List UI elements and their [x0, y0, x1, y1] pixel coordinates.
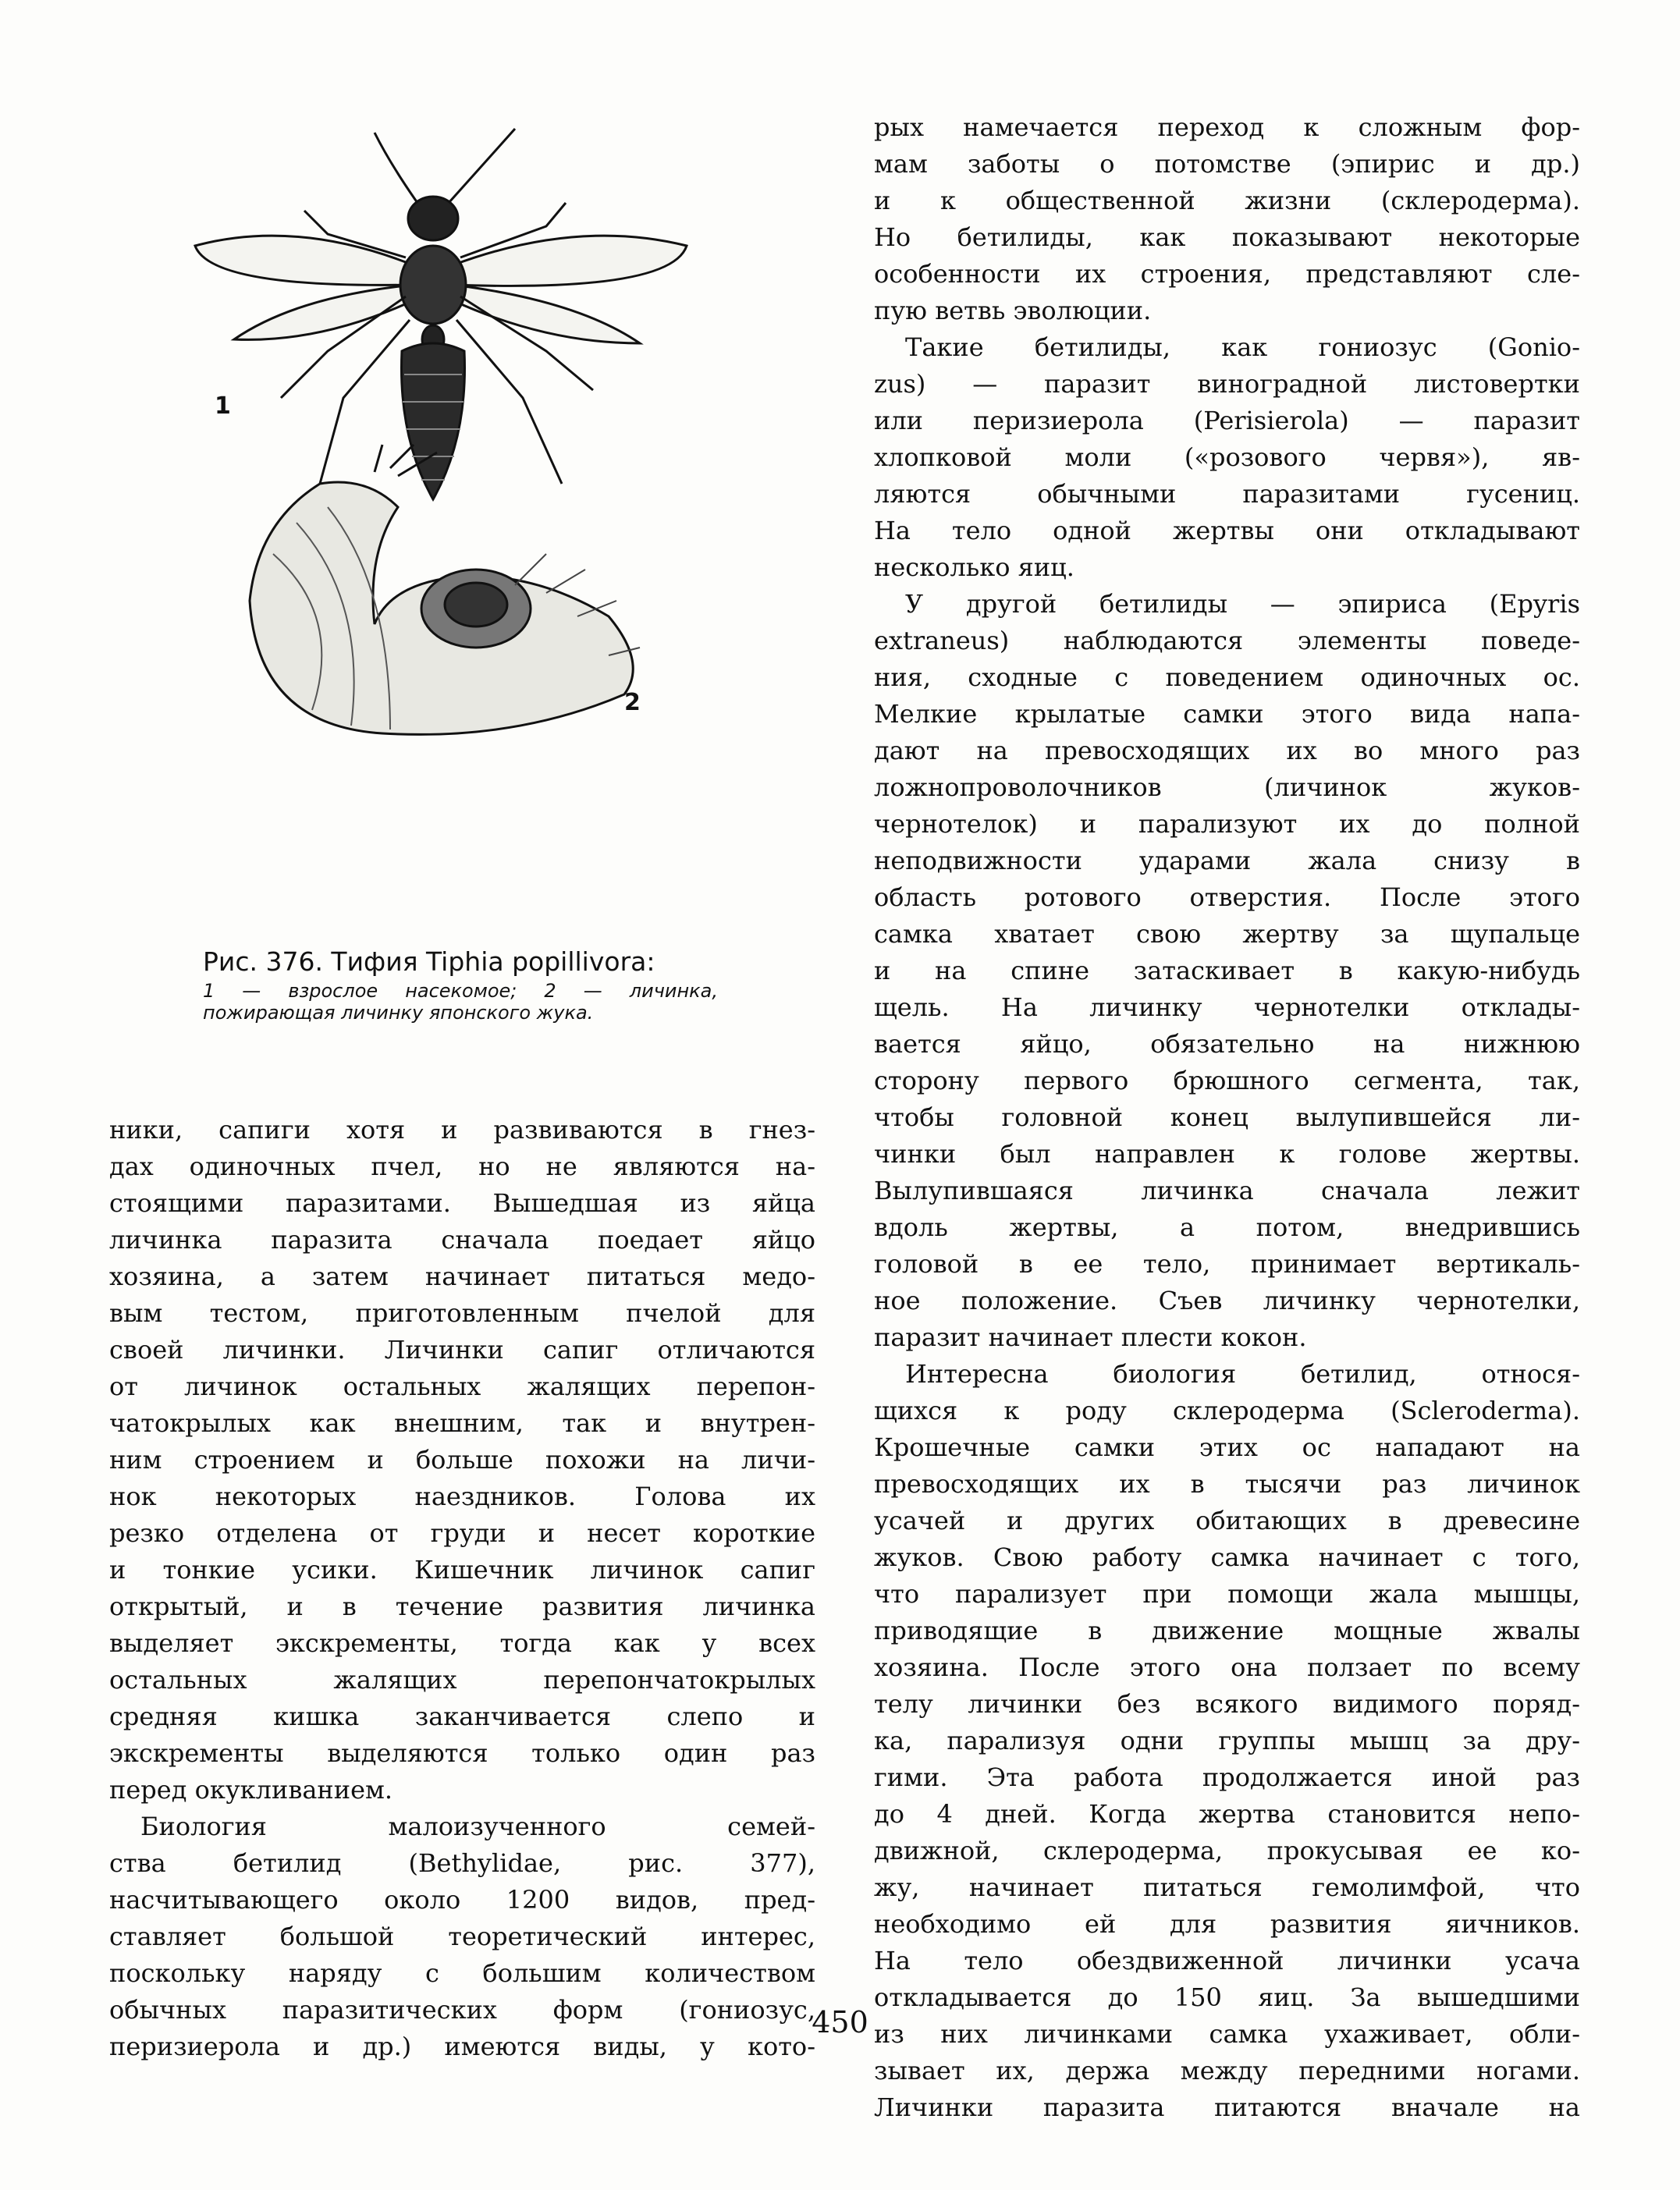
text-line: и к общественной жизни (склеродерма).: [874, 186, 1580, 215]
text-line: Личинки паразита питаются вначале на: [874, 2092, 1580, 2122]
figure-caption: [203, 944, 718, 1024]
text-line: область ротового отверстия. После этого: [874, 882, 1580, 912]
text-line: ка, парализуя одни группы мышц за дру-: [874, 1726, 1580, 1755]
caption-line: пожирающая личинку японского жука.: [203, 1002, 594, 1024]
text-line: ния, сходные с поведением одиночных ос.: [874, 662, 1580, 692]
text-line: рых намечается переход к сложным фор-: [874, 112, 1580, 142]
figure-label-1: 1: [215, 392, 231, 420]
text-line: вается яйцо, обязательно на нижнюю: [874, 1029, 1580, 1059]
text-line: чтобы головной конец вылупившейся ли-: [874, 1102, 1580, 1132]
text-line: У другой бетилиды — эпириса (Epyris: [905, 589, 1580, 619]
text-line: движной, склеродерма, прокусывая ее ко-: [874, 1836, 1580, 1865]
text-line: ним строением и больше похожи на личи-: [109, 1445, 815, 1475]
text-line: поскольку наряду с большим количеством: [109, 1958, 815, 1988]
text-line: щихся к роду склеродерма (Scleroderma).: [874, 1396, 1580, 1425]
text-line: до 4 дней. Когда жертва становится непо-: [874, 1799, 1580, 1829]
text-line: неподвижности ударами жала снизу в: [874, 846, 1580, 875]
text-line: своей личинки. Личинки сапиг отличаются: [109, 1335, 815, 1365]
text-line: личинка паразита сначала поедает яйцо: [109, 1225, 815, 1255]
text-line: остальных жалящих перепончатокрылых: [109, 1665, 815, 1695]
figure-label-2: 2: [624, 689, 641, 716]
right-column: [874, 109, 1580, 2126]
text-line: хозяина. После этого она ползает по всему: [874, 1652, 1580, 1682]
text-line: стоящими паразитами. Вышедшая из яйца: [109, 1188, 815, 1218]
text-line: жу, начинает питаться гемолимфой, что: [874, 1872, 1580, 1902]
text-line: приводящие в движение мощные жвалы: [874, 1616, 1580, 1645]
text-line: чернотелок) и парализуют их до полной: [874, 809, 1580, 839]
text-line: зывает их, держа между передними ногами.: [874, 2056, 1580, 2085]
caption-line: 1 — взрослое насекомое; 2 — личинка,: [203, 980, 718, 1002]
text-line: что парализует при помощи жала мышцы,: [874, 1579, 1580, 1609]
text-line: пую ветвь эволюции.: [874, 296, 1152, 325]
text-line: хлопковой моли («розового червя»), яв-: [874, 442, 1580, 472]
text-line: вым тестом, приготовленным пчелой для: [109, 1298, 815, 1328]
text-line: обычных паразитических форм (гониозус,: [109, 1995, 815, 2025]
text-line: чинки был направлен к голове жертвы.: [874, 1139, 1580, 1169]
text-line: Такие бетилиды, как гониозус (Gonio-: [905, 332, 1580, 362]
text-line: Биология малоизученного семей-: [140, 1812, 815, 1841]
text-line: несколько яиц.: [874, 552, 1074, 582]
text-line: открытый, и в течение развития личинка: [109, 1592, 815, 1621]
text-line: дах одиночных пчел, но не являются на-: [109, 1152, 815, 1181]
text-line: чатокрылых как внешним, так и внутрен-: [109, 1408, 815, 1438]
left-column: [109, 1112, 815, 2065]
text-line: и тонкие усики. Кишечник личинок сапиг: [109, 1555, 815, 1585]
text-line: превосходящих их в тысячи раз личинок: [874, 1469, 1580, 1499]
text-line: насчитывающего около 1200 видов, пред-: [109, 1885, 815, 1915]
text-line: паразит начинает плести кокон.: [874, 1322, 1307, 1352]
text-line: самка хватает свою жертву за щупальце: [874, 919, 1580, 949]
text-line: Но бетилиды, как показывают некоторые: [874, 222, 1580, 252]
text-line: zus) — паразит виноградной листовертки: [874, 369, 1580, 399]
text-line: гими. Эта работа продолжается иной раз: [874, 1762, 1580, 1792]
text-line: хозяина, а затем начинает питаться медо-: [109, 1262, 815, 1291]
text-line: необходимо ей для развития яичников.: [874, 1909, 1580, 1939]
page-number: 450: [812, 2005, 868, 2039]
text-line: ники, сапиги хотя и развиваются в гнез-: [109, 1115, 815, 1145]
text-line: нок некоторых наездников. Голова их: [109, 1482, 815, 1511]
text-line: особенности их строения, представляют сле-: [874, 259, 1580, 289]
text-line: или перизиерола (Perisierola) — паразит: [874, 406, 1580, 435]
text-line: перед окукливанием.: [109, 1775, 393, 1805]
text-line: жуков. Свою работу самка начинает с того,: [874, 1542, 1580, 1572]
caption-title: Рис. 376. Тифия Tiphia popillivora:: [203, 946, 655, 977]
text-line: выделяет экскременты, тогда как у всех: [109, 1628, 815, 1658]
larva-drawing: [250, 445, 640, 734]
text-line: головой в ее тело, принимает вертикаль-: [874, 1249, 1580, 1279]
text-line: из них личинками самка ухаживает, обли-: [874, 2019, 1580, 2049]
text-line: экскременты выделяются только один раз: [109, 1738, 815, 1768]
text-line: На тело одной жертвы они откладывают: [874, 516, 1580, 545]
figure-376: [140, 117, 780, 905]
text-line: ства бетилид (Bethylidae, рис. 377),: [109, 1848, 815, 1878]
text-line: На тело обездвиженной личинки усача: [874, 1946, 1580, 1975]
text-line: Вылупившаяся личинка сначала лежит: [874, 1176, 1580, 1205]
text-line: от личинок остальных жалящих перепон-: [109, 1372, 815, 1401]
text-line: и на спине затаскивает в какую-нибудь: [874, 956, 1580, 985]
text-line: ное положение. Съев личинку чернотелки,: [874, 1286, 1580, 1315]
text-line: усачей и других обитающих в древесине: [874, 1506, 1580, 1535]
text-line: резко отделена от груди и несет короткие: [109, 1518, 815, 1548]
text-line: вдоль жертвы, а потом, внедрившись: [874, 1212, 1580, 1242]
text-line: откладывается до 150 яиц. За вышедшими: [874, 1982, 1580, 2012]
text-line: телу личинки без всякого видимого поряд-: [874, 1689, 1580, 1719]
text-line: средняя кишка заканчивается слепо и: [109, 1702, 815, 1731]
text-line: дают на превосходящих их во много раз: [874, 736, 1580, 765]
adult-wasp-drawing: [195, 129, 687, 499]
text-line: перизиерола и др.) имеются виды, у кото-: [109, 2032, 815, 2061]
text-line: extraneus) наблюдаются элементы поведе-: [874, 626, 1580, 655]
text-line: сторону первого брюшного сегмента, так,: [874, 1066, 1580, 1095]
text-line: ложнопроволочников (личинок жуков-: [874, 772, 1580, 802]
text-line: мам заботы о потомстве (эпирис и др.): [874, 149, 1580, 179]
text-line: Крошечные самки этих ос нападают на: [874, 1432, 1580, 1462]
text-line: щель. На личинку чернотелки отклады-: [874, 992, 1580, 1022]
text-line: Интересна биология бетилид, относя-: [905, 1359, 1580, 1389]
text-line: ставляет большой теоретический интерес,: [109, 1922, 815, 1951]
text-line: ляются обычными паразитами гусениц.: [874, 479, 1580, 509]
text-line: Мелкие крылатые самки этого вида напа-: [874, 699, 1580, 729]
insect-illustration: [140, 117, 780, 905]
